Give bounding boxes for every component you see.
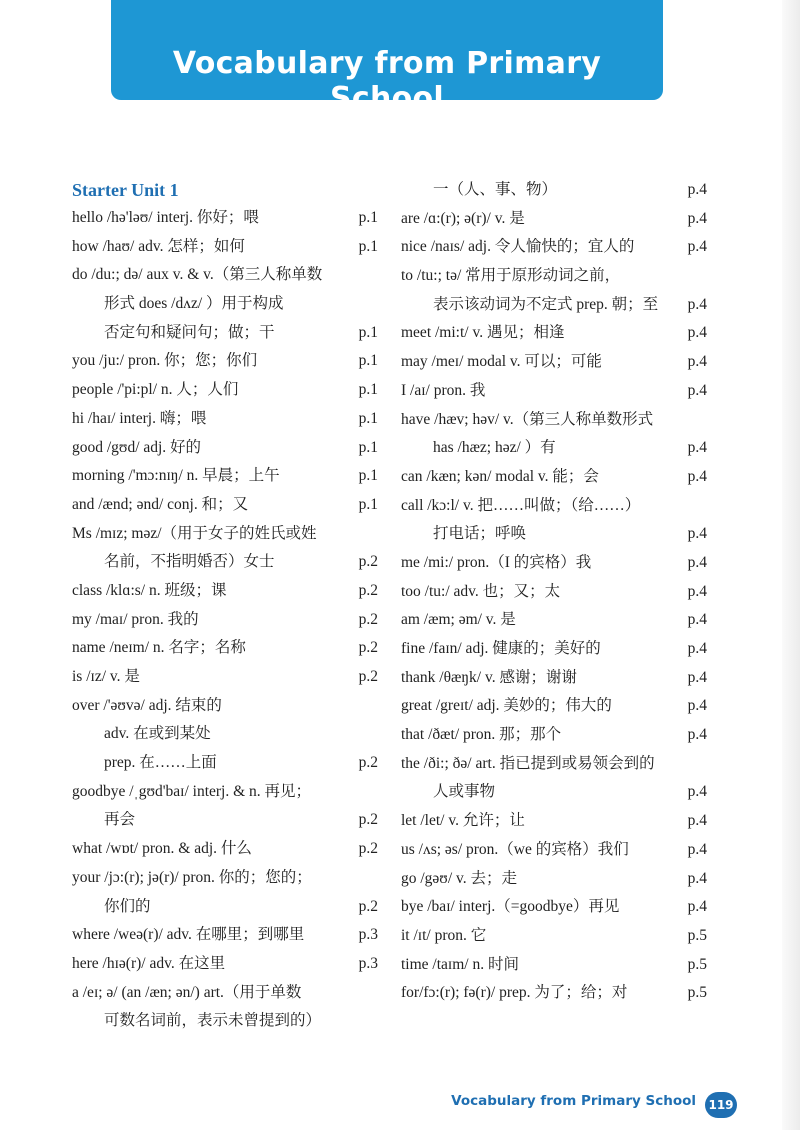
page-ref <box>342 520 378 549</box>
page-ref: p.4 <box>687 295 707 313</box>
page-ref: p.5 <box>687 926 707 944</box>
vocab-row <box>401 807 707 836</box>
page-ref: p.2 <box>358 754 378 772</box>
vocab-entry: has /hæz; həz/ ）有 <box>433 439 556 457</box>
page-ref: p.3 <box>358 954 378 972</box>
vocab-row <box>72 778 378 807</box>
left-column <box>72 176 378 1036</box>
vocab-row <box>72 1007 378 1036</box>
vocab-row <box>72 233 378 262</box>
vocab-row <box>72 893 378 922</box>
vocab-entry: fine /faɪn/ adj. 健康的；美好的 <box>401 640 601 657</box>
page-ref: p.4 <box>687 812 707 830</box>
vocab-row <box>401 233 707 262</box>
vocab-entry: name /neɪm/ n. 名字；名称 <box>72 639 246 657</box>
vocab-row <box>72 548 378 577</box>
right-column <box>401 176 707 1008</box>
vocab-row <box>72 835 378 864</box>
page-ref: p.1 <box>358 209 378 226</box>
page-ref: p.2 <box>358 897 378 915</box>
page-ref <box>342 1007 378 1036</box>
vocab-row <box>401 893 707 922</box>
page-ref: p.4 <box>687 209 707 227</box>
page-ref: p.2 <box>358 553 378 571</box>
vocab-entry: me /mi:/ pron.（I 的宾格）我 <box>401 553 592 571</box>
vocab-entry: time /taɪm/ n. 时间 <box>401 955 519 973</box>
vocab-row <box>72 634 378 663</box>
page-ref: p.4 <box>687 726 707 744</box>
vocab-row <box>72 692 378 721</box>
vocab-row <box>72 520 378 549</box>
page-ref: p.4 <box>687 898 707 916</box>
vocab-row <box>72 434 378 463</box>
vocab-entry: that /ðæt/ pron. 那；那个 <box>401 726 562 744</box>
page-ref: p.5 <box>687 955 707 973</box>
page-ref <box>342 864 378 893</box>
vocab-entry: prep. 在……上面 <box>104 754 217 772</box>
vocab-row <box>401 836 707 865</box>
page-ref: p.2 <box>358 811 378 829</box>
vocab-entry: class /klɑ:s/ n. 班级；课 <box>72 581 227 599</box>
vocab-entry: where /weə(r)/ adv. 在哪里；到哪里 <box>72 926 305 944</box>
vocab-row <box>401 492 707 521</box>
vocab-row <box>401 262 707 291</box>
vocab-entry: what /wɒt/ pron. & adj. 什么 <box>72 840 252 858</box>
vocab-row <box>401 205 707 234</box>
vocab-row <box>72 462 378 491</box>
vocab-row <box>401 176 707 205</box>
vocab-row <box>401 578 707 607</box>
vocab-entry: your /jɔ:(r); jə(r)/ pron. 你的；您的； <box>72 868 312 886</box>
vocab-row <box>72 577 378 606</box>
vocab-entry: hello /hə'ləʊ/ interj. 你好；喂 <box>72 209 259 226</box>
vocab-row <box>72 979 378 1008</box>
vocab-entry: are /ɑ:(r); ə(r)/ v. 是 <box>401 209 525 227</box>
page-ref: p.4 <box>687 783 707 801</box>
vocab-entry: do /du:; də/ aux v. & v.（第三人称单数 <box>72 266 323 284</box>
page-ref: p.4 <box>687 439 707 457</box>
vocab-entry: people /'pi:pl/ n. 人；人们 <box>72 381 239 399</box>
page-ref: p.4 <box>687 582 707 600</box>
vocab-row <box>401 951 707 980</box>
vocab-entry: bye /baɪ/ interj.（=goodbye）再见 <box>401 898 620 916</box>
page-ref <box>342 720 378 749</box>
page-ref: p.3 <box>358 926 378 944</box>
page-ref <box>342 778 378 807</box>
vocab-row <box>401 463 707 492</box>
page-ref: p.4 <box>687 467 707 485</box>
page-ref: p.5 <box>687 984 707 1002</box>
page-ref: p.4 <box>687 869 707 887</box>
vocab-row <box>401 692 707 721</box>
vocab-entry: my /maɪ/ pron. 我的 <box>72 610 199 628</box>
page-ref: p.1 <box>358 237 378 255</box>
vocab-entry: and /ænd; ənd/ conj. 和；又 <box>72 495 249 513</box>
page-ref: p.1 <box>358 323 378 341</box>
vocab-entry: have /hæv; həv/ v.（第三人称单数形式 <box>401 410 654 428</box>
vocab-row <box>72 319 378 348</box>
page-ref <box>671 406 707 435</box>
vocab-row <box>72 950 378 979</box>
vocab-entry: you /ju:/ pron. 你；您；你们 <box>72 352 258 370</box>
vocab-entry: 可数名词前，表示未曾提到的） <box>104 1012 322 1030</box>
vocab-row <box>72 864 378 893</box>
vocab-entry: nice /naɪs/ adj. 令人愉快的；宜人的 <box>401 238 635 256</box>
section-title: Starter Unit 1 <box>72 180 179 200</box>
page-ref: p.4 <box>687 553 707 571</box>
vocab-row <box>401 721 707 750</box>
page-ref: p.4 <box>687 697 707 715</box>
page-ref <box>342 261 378 290</box>
vocab-row <box>401 319 707 348</box>
vocab-entry: meet /mi:t/ v. 遇见；相逢 <box>401 324 565 342</box>
vocab-entry: go /gəʊ/ v. 去；走 <box>401 869 517 887</box>
page-ref <box>342 979 378 1008</box>
vocab-entry: a /eɪ; ə/ (an /æn; ən/) art.（用于单数 <box>72 983 302 1001</box>
page-ref: p.1 <box>358 495 378 513</box>
vocab-entry: great /greɪt/ adj. 美妙的；伟大的 <box>401 697 612 715</box>
vocab-entry: is /ɪz/ v. 是 <box>72 668 140 685</box>
page-ref: p.4 <box>687 525 707 543</box>
vocab-entry: Ms /mɪz; məz/（用于女子的姓氏或姓 <box>72 524 317 542</box>
page-ref: p.4 <box>687 324 707 342</box>
vocab-row <box>72 606 378 635</box>
page-ref: p.2 <box>358 581 378 599</box>
page-number-badge: 119 <box>705 1092 737 1118</box>
vocab-entry: how /haʊ/ adv. 怎样；如何 <box>72 237 245 255</box>
vocab-entry: 表示该动词为不定式 prep. 朝；至 <box>433 295 659 313</box>
vocab-entry: goodbye /ˌgʊd'baɪ/ interj. & n. 再见； <box>72 782 312 800</box>
page-ref: p.4 <box>687 181 707 198</box>
vocab-entry: us /ʌs; əs/ pron.（we 的宾格）我们 <box>401 840 629 858</box>
vocab-entry: 否定句和疑问句；做；干 <box>104 323 275 341</box>
page-title: Vocabulary from Primary School <box>172 46 602 116</box>
vocab-row <box>72 921 378 950</box>
page-ref <box>671 492 707 521</box>
vocab-entry: morning /'mɔ:nɪŋ/ n. 早晨；上午 <box>72 467 280 485</box>
vocab-entry: 你们的 <box>104 897 151 915</box>
page-ref: p.4 <box>687 381 707 399</box>
vocab-row <box>72 749 378 778</box>
vocab-row <box>72 261 378 290</box>
page-ref: p.2 <box>358 610 378 628</box>
vocab-row <box>401 434 707 463</box>
vocab-row <box>401 778 707 807</box>
page-ref: p.1 <box>358 409 378 427</box>
page-ref <box>342 290 378 319</box>
vocab-entry: to /tu:; tə/ 常用于原形动词之前， <box>401 267 621 285</box>
vocab-row <box>401 979 707 1008</box>
vocab-row <box>401 664 707 693</box>
vocab-entry: may /meɪ/ modal v. 可以；可能 <box>401 353 602 371</box>
vocab-entry: 打电话；呼唤 <box>433 525 527 543</box>
vocab-row <box>401 549 707 578</box>
page-ref: p.2 <box>358 668 378 685</box>
vocab-entry: I /aɪ/ pron. 我 <box>401 381 486 399</box>
vocab-row <box>401 606 707 635</box>
page-ref: p.4 <box>687 238 707 256</box>
vocab-row <box>401 520 707 549</box>
page-ref: p.4 <box>687 668 707 686</box>
vocab-entry: 一（人、事、物） <box>433 181 558 198</box>
vocab-row <box>401 348 707 377</box>
vocab-entry: too /tu:/ adv. 也；又；太 <box>401 582 561 600</box>
right-rows <box>401 176 707 1008</box>
vocab-row <box>72 806 378 835</box>
page-ref: p.4 <box>687 840 707 858</box>
vocab-row <box>72 720 378 749</box>
vocab-entry: here /hɪə(r)/ adv. 在这里 <box>72 954 226 972</box>
vocab-entry: for/fɔ:(r); fə(r)/ prep. 为了；给；对 <box>401 984 628 1002</box>
vocab-entry: 再会 <box>104 811 136 829</box>
header-bar <box>111 0 663 116</box>
vocab-entry: the /ði:; ðə/ art. 指已提到或易领会到的 <box>401 754 655 772</box>
vocab-row <box>401 865 707 894</box>
page-ref: p.1 <box>358 352 378 370</box>
vocab-entry: let /let/ v. 允许；让 <box>401 812 525 830</box>
page-ref <box>342 692 378 721</box>
page-ref: p.1 <box>358 467 378 485</box>
vocab-entry: call /kɔ:l/ v. 把……叫做；（给……） <box>401 496 641 514</box>
page-ref: p.4 <box>687 611 707 629</box>
vocab-row <box>72 491 378 520</box>
vocab-row <box>401 377 707 406</box>
vocab-entry: am /æm; əm/ v. 是 <box>401 611 516 629</box>
vocab-row <box>72 663 378 692</box>
vocab-entry: 名前，不指明婚否）女士 <box>104 553 275 571</box>
vocab-row <box>401 406 707 435</box>
page-edge <box>782 0 800 1130</box>
page-ref <box>671 262 707 291</box>
vocab-entry: thank /θæŋk/ v. 感谢；谢谢 <box>401 668 577 686</box>
vocab-entry: adv. 在或到某处 <box>104 725 211 743</box>
vocab-entry: 人或事物 <box>433 783 496 801</box>
vocab-row <box>401 635 707 664</box>
vocab-entry: hi /haɪ/ interj. 嗨；喂 <box>72 409 207 427</box>
vocab-entry: 形式 does /dʌz/ ）用于构成 <box>104 295 284 313</box>
page-ref: p.2 <box>358 639 378 657</box>
vocab-entry: over /'əʊvə/ adj. 结束的 <box>72 696 222 714</box>
vocab-row <box>72 347 378 376</box>
vocab-entry: can /kæn; kən/ modal v. 能；会 <box>401 467 599 485</box>
vocab-row <box>72 405 378 434</box>
vocab-row <box>72 376 378 405</box>
page-ref: p.1 <box>358 438 378 456</box>
vocab-row <box>72 204 378 233</box>
vocab-row <box>401 750 707 779</box>
vocab-entry: good /gʊd/ adj. 好的 <box>72 438 202 456</box>
page-ref: p.4 <box>687 353 707 371</box>
vocab-entry: it /ɪt/ pron. 它 <box>401 926 487 944</box>
vocab-row <box>72 290 378 319</box>
footer-title: Vocabulary from Primary School <box>451 1093 696 1109</box>
vocab-row <box>401 291 707 320</box>
left-rows <box>72 204 378 1036</box>
page-ref: p.2 <box>358 840 378 858</box>
page-ref: p.4 <box>687 640 707 657</box>
page-ref: p.1 <box>358 381 378 399</box>
vocab-row <box>401 922 707 951</box>
page-ref <box>671 750 707 779</box>
